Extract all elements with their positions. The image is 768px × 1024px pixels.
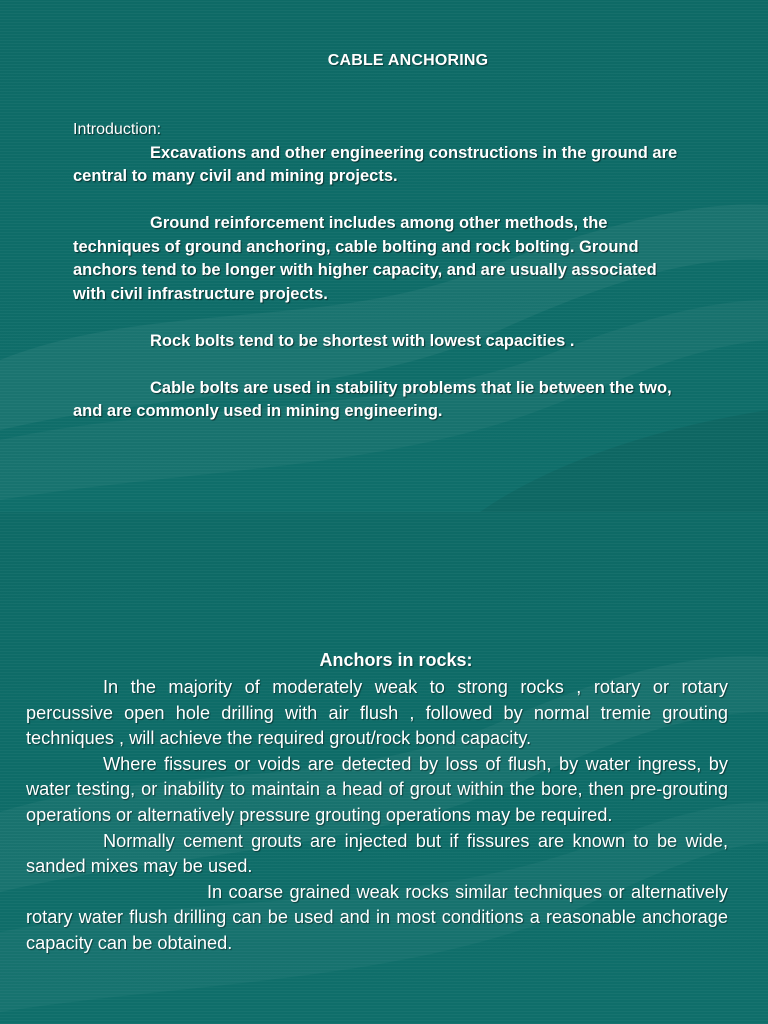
- slide-title: CABLE ANCHORING: [327, 52, 489, 69]
- intro-paragraph: Cable bolts are used in stability problems that lie between the two, and are commonly used in mining engineering.: [73, 378, 672, 420]
- intro-paragraph: Ground reinforcement includes among other methods, the techniques of ground anchoring, cable bolting and rock bolting. Ground anchors tend to be longer with higher capacity, and are usually associated with civil infrastructure projects.: [73, 214, 657, 303]
- section-heading: Anchors in rocks:: [319, 650, 473, 670]
- body-paragraph: Where fissures or voids are detected by loss of flush, by water ingress, by water testing, or inability to maintain a head of grout within the bore, then pre-grouting operations or alternatively pressure grouting operations may be required.: [26, 753, 728, 825]
- intro-paragraph: Rock bolts tend to be shortest with lowest capacities .: [150, 331, 575, 350]
- introduction-section: [73, 118, 693, 447]
- slide-anchors-in-rocks: [0, 512, 768, 1024]
- intro-paragraph: Excavations and other engineering constructions in the ground are central to many civil and mining projects.: [73, 143, 678, 185]
- introduction-label: Introduction:: [73, 121, 162, 138]
- body-paragraph: In coarse grained weak rocks similar techniques or alternatively rotary water flush drilling can be used and in most conditions a reasonable anchorage capacity can be obtained.: [26, 881, 728, 953]
- body-paragraph: Normally cement grouts are injected but if fissures are known to be wide, sanded mixes may be used.: [26, 830, 728, 877]
- body-paragraph: In the majority of moderately weak to strong rocks , rotary or rotary percussive open hole drilling with air flush , followed by normal tremie grouting techniques , will achieve the required grout/rock bond capacity.: [26, 677, 728, 749]
- anchors-body-text: [26, 675, 728, 957]
